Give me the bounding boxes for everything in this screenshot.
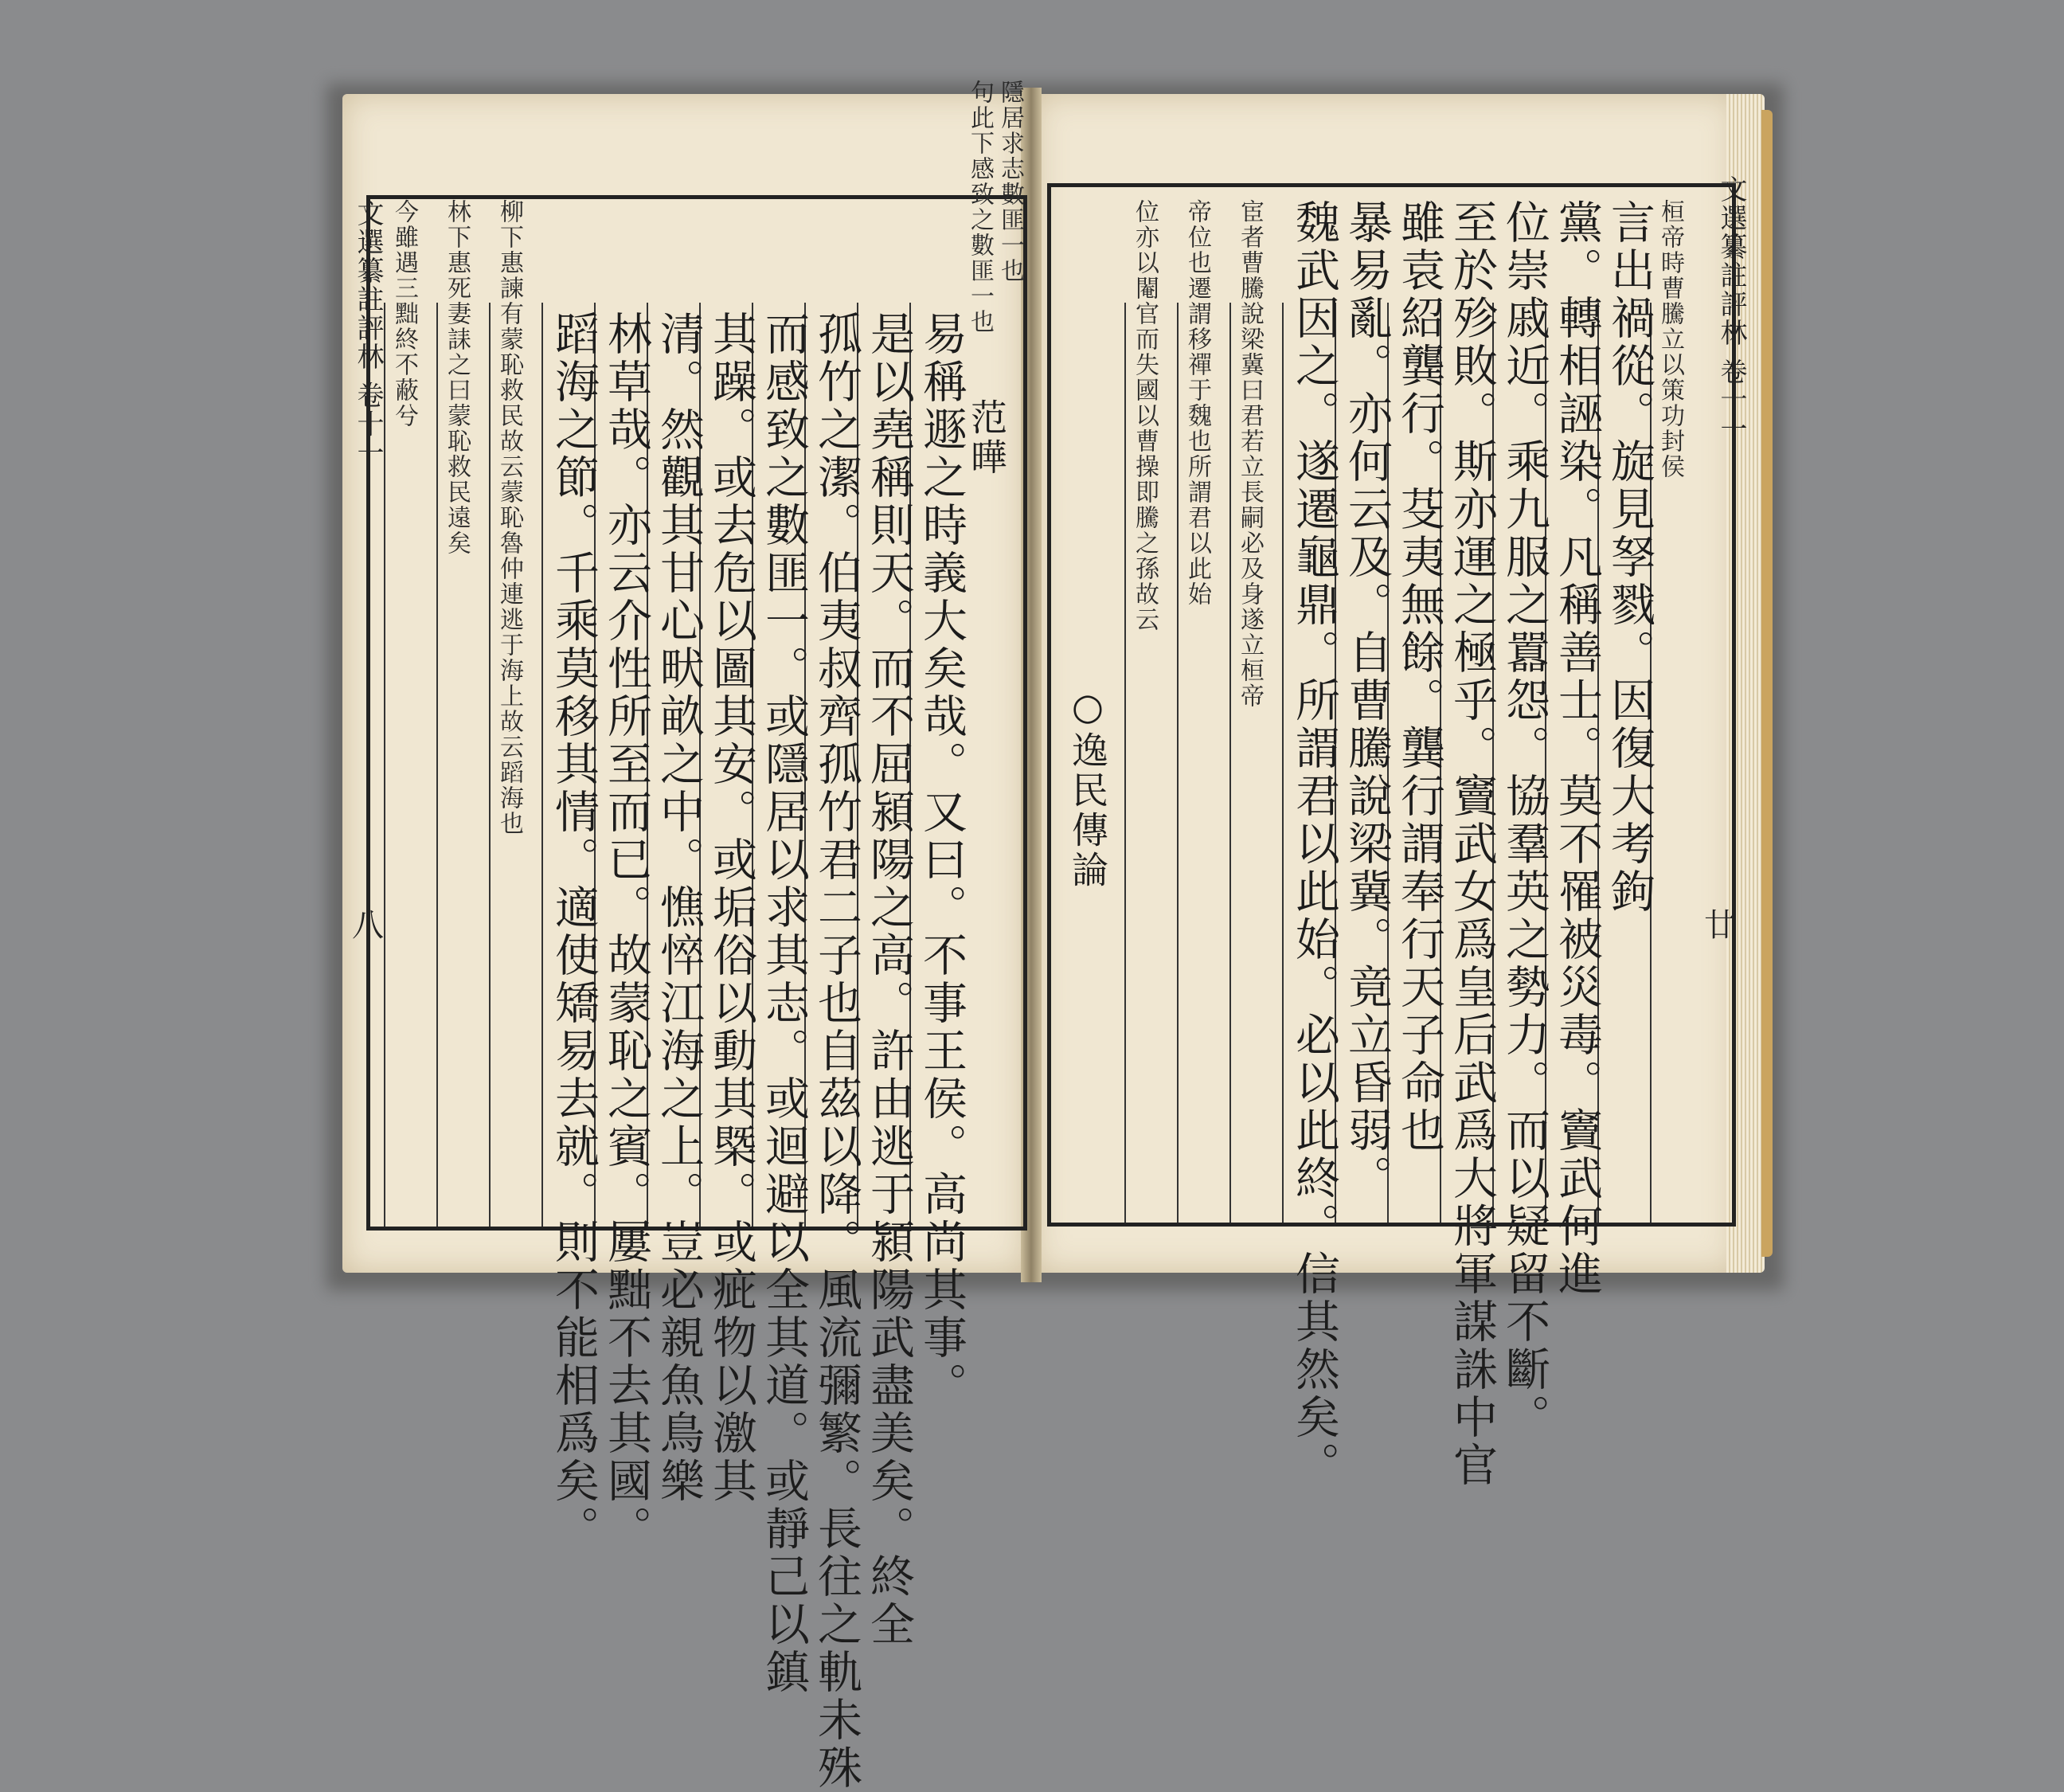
- right-column: 至於殄敗。斯亦運之極乎。竇武女爲皇后武爲大將軍謀誅中官: [1446, 199, 1498, 1489]
- right-column: 雖袁紹龔行。芟夷無餘。龔行謂奉行天子命也: [1394, 199, 1445, 1155]
- right-column: 宦者曹騰說梁冀曰君若立長嗣必及身遂立桓帝: [1236, 199, 1264, 709]
- left-column: 林下惠死妻誄之曰蒙恥救民遠矣: [443, 199, 471, 556]
- column-rule: [436, 303, 438, 1227]
- right-column: 黨。轉相誣染。凡稱善士。莫不罹被災毒。竇武何進: [1551, 199, 1603, 1298]
- left-column: 蹈海之節。千乘莫移其情。適使矯易去就。則不能相爲矣。: [548, 311, 600, 1553]
- right-column: 帝位也遷謂移禪于魏也所謂君以此始: [1183, 199, 1211, 607]
- left-note-1: 隱居求志數匪一也: [996, 80, 1024, 284]
- right-column: 位崇戚近。乘九服之囂怨。協羣英之勢力。而以疑留不斷。: [1499, 199, 1550, 1442]
- column-rule: [541, 303, 543, 1227]
- right-margin-label: 文選纂註評林 卷十一: [1715, 175, 1747, 444]
- left-margin-label: 文選纂註評林 卷十一: [352, 199, 384, 468]
- left-column: 易稱遯之時義大矣哉。又曰。不事王侯。高尚其事。: [916, 311, 968, 1410]
- left-note-2: 句此下感致之數匪一也: [966, 80, 994, 335]
- left-column: 而感致之數匪一。或隱居以求其志。或迴避以全其道。或靜己以鎮: [758, 311, 810, 1696]
- left-column: 清。然觀其甘心畎畝之中。憔悴江海之上。豈必親魚鳥樂: [653, 311, 705, 1505]
- right-page-number: 廿: [1704, 907, 1736, 944]
- left-column: 柳下惠諫有蒙恥救民故云蒙恥魯仲連逃于海上故云蹈海也: [495, 199, 523, 836]
- right-column: 魏武因之。遂遷龜鼎。所謂君以此始。必以此終。信其然矣。: [1288, 199, 1340, 1489]
- left-column: 是以堯稱則天。而不屈潁陽之高。許由逃于潁陽武盡美矣。終全: [863, 311, 915, 1649]
- right-column: 位亦以閹官而失國以曹操即騰之孫故云: [1131, 199, 1159, 632]
- column-rule: [489, 303, 491, 1227]
- right-column: 言出禍從。旋見孥戮。因復大考鉤: [1604, 199, 1656, 916]
- left-column: 林草哉。亦云介性所至而已。故蒙恥之賓。屢黜不去其國。: [600, 311, 652, 1553]
- left-page-number: 八: [352, 907, 384, 944]
- right-text-frame: [1047, 183, 1736, 1227]
- right-column: 暴易亂。亦何云及。自曹騰說梁冀。竟立昏弱。: [1341, 199, 1393, 1203]
- right-column: 桓帝時曹騰立以策功封侯: [1656, 199, 1684, 479]
- left-column: 其躁。或去危以圖其安。或垢俗以動其槩。或疵物以激其: [706, 311, 757, 1505]
- right-heading: ○逸民傳論: [1066, 685, 1109, 890]
- left-column: 今雖遇三黜終不蔽兮: [390, 199, 418, 428]
- left-column: 孤竹之潔。伯夷叔齊孤竹君二子也自茲以降。風流彌繁。長往之軌未殊: [811, 311, 862, 1792]
- left-heading: 范曄: [965, 398, 1008, 478]
